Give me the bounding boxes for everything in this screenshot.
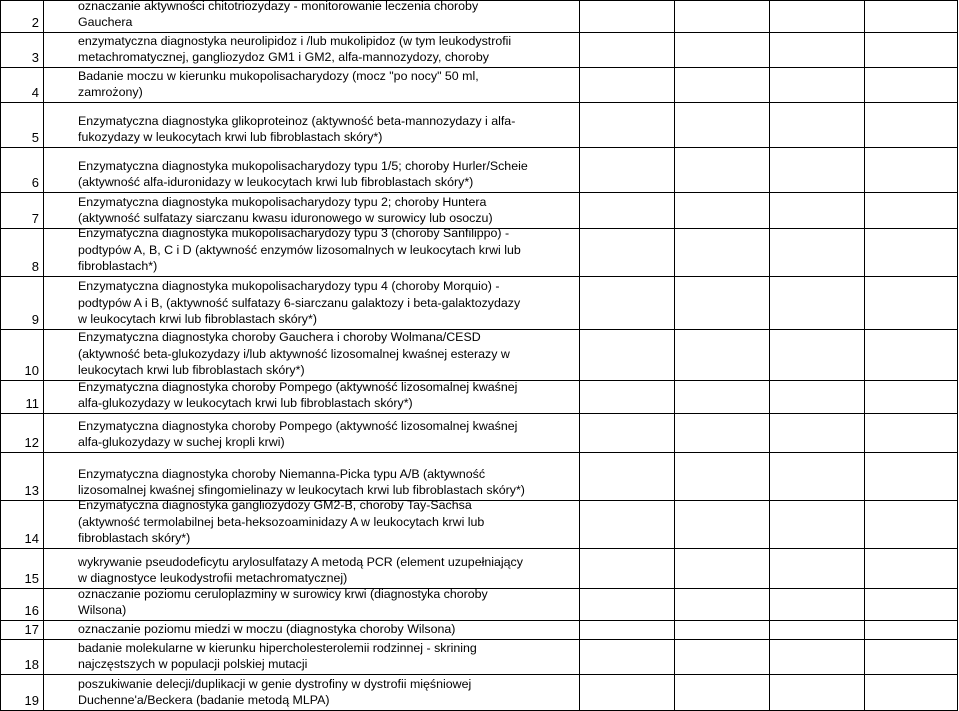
empty-cell — [580, 621, 675, 640]
empty-cell — [770, 414, 865, 453]
empty-cell — [580, 103, 675, 148]
row-number: 5 — [31, 130, 39, 145]
table-row — [0, 103, 959, 148]
table-row — [0, 549, 959, 589]
table-row — [0, 277, 959, 330]
empty-cell — [675, 549, 770, 589]
table-row — [0, 498, 959, 549]
row-number: 16 — [24, 603, 39, 618]
empty-cell — [675, 453, 770, 501]
description-cell — [44, 193, 580, 229]
empty-cell — [865, 277, 958, 330]
empty-cell — [580, 453, 675, 501]
empty-cell — [675, 148, 770, 193]
empty-cell — [770, 277, 865, 330]
row-description: Enzymatyczna diagnostyka choroby Pompego (aktywność lizosomalnej kwaśnej alfa-glukozydazy w leukocytach krwi lub fibroblastach skóry*) — [78, 379, 518, 410]
empty-cell — [770, 103, 865, 148]
empty-cell — [770, 33, 865, 68]
empty-cell — [770, 381, 865, 414]
row-number-cell — [0, 621, 44, 640]
empty-cell — [770, 501, 865, 549]
row-description: Enzymatyczna diagnostyka glikoproteinoz (aktywność beta-mannozydazy i alfa- fukozydazy w leukocytach krwi lub fibroblastach skóry*) — [78, 113, 516, 144]
row-number-cell — [0, 193, 44, 229]
row-number-cell — [0, 640, 44, 675]
row-description: Enzymatyczna diagnostyka choroby Gauchera i choroby Wolmana/CESD (aktywność beta-glukozydazy i/lub aktywność lizosomalnej kwaśnej esterazy w leukocytach krwi lub fibroblastach skóry*) — [78, 330, 510, 377]
table-row — [0, 675, 959, 711]
row-number: 11 — [25, 396, 39, 411]
empty-cell — [865, 640, 958, 675]
row-number-cell — [0, 148, 44, 193]
empty-cell — [580, 414, 675, 453]
empty-cell — [675, 414, 770, 453]
row-description: poszukiwanie delecji/duplikacji w genie dystrofiny w dystrofii mięśniowej Duchenne'a/Beckera (badanie metodą MLPA) — [78, 676, 472, 707]
empty-cell — [865, 589, 958, 621]
empty-cell — [865, 229, 958, 277]
table-row — [0, 414, 959, 453]
empty-cell — [770, 589, 865, 621]
empty-cell — [675, 229, 770, 277]
empty-cell — [865, 381, 958, 414]
empty-cell — [770, 549, 865, 589]
row-number-cell — [0, 277, 44, 330]
row-description: Enzymatyczna diagnostyka choroby Niemanna-Picka typu A/B (aktywność lizosomalnej kwaśnej sfingomielinazy w leukocytach krwi lub fibroblastach skóry*) — [78, 466, 525, 497]
empty-cell — [675, 621, 770, 640]
row-description: oznaczanie aktywności chitotriozydazy - monitorowanie leczenia choroby Gauchera — [78, 0, 479, 29]
empty-cell — [580, 0, 675, 33]
row-number: 15 — [24, 571, 39, 586]
description-cell — [44, 68, 580, 103]
row-number-cell — [0, 414, 44, 453]
empty-cell — [865, 501, 958, 549]
row-number: 8 — [31, 259, 39, 274]
description-cell — [44, 498, 580, 549]
row-number: 10 — [24, 363, 39, 378]
description-cell — [44, 0, 580, 33]
empty-cell — [675, 33, 770, 68]
row-number-cell — [0, 589, 44, 621]
empty-cell — [770, 193, 865, 229]
description-cell — [44, 621, 580, 640]
description-cell — [44, 640, 580, 675]
table-row — [0, 193, 959, 229]
row-number: 14 — [24, 531, 39, 546]
table-row — [0, 621, 959, 640]
row-description: enzymatyczna diagnostyka neurolipidoz i /lub mukolipidoz (w tym leukodystrofii metachromatycznej, gangliozydoz GM1 i GM2, alfa-mannozydozy, choroby — [78, 33, 512, 64]
row-description: Enzymatyczna diagnostyka choroby Pompego (aktywność lizosomalnej kwaśnej alfa-glukozydazy w suchej kropli krwi) — [78, 418, 518, 449]
table-row — [0, 640, 959, 675]
empty-cell — [865, 453, 958, 501]
description-cell — [44, 453, 580, 501]
empty-cell — [865, 621, 958, 640]
row-description: wykrywanie pseudodeficytu arylosulfatazy A metodą PCR (element uzupełniający w diagnostyce leukodystrofii metachromatycznej) — [78, 554, 523, 585]
description-cell — [44, 381, 580, 414]
description-cell — [44, 330, 580, 381]
empty-cell — [580, 33, 675, 68]
empty-cell — [580, 549, 675, 589]
description-cell — [44, 675, 580, 711]
empty-cell — [675, 68, 770, 103]
row-number: 19 — [24, 693, 39, 708]
row-number-cell — [0, 330, 44, 381]
row-number-cell — [0, 103, 44, 148]
empty-cell — [770, 453, 865, 501]
description-cell — [44, 103, 580, 148]
row-number: 2 — [31, 15, 39, 30]
row-number: 6 — [31, 175, 39, 190]
row-description: Enzymatyczna diagnostyka mukopolisacharydozy typu 4 (choroby Morquio) - podtypów A i B, (aktywność sulfatazy 6-siarczanu galaktozy i beta-galaktozydazy w leukocytach krwi lub fibroblastach skóry*) — [78, 279, 521, 326]
description-cell — [44, 226, 580, 277]
row-number-cell — [0, 33, 44, 68]
empty-cell — [675, 501, 770, 549]
row-number-cell — [0, 453, 44, 501]
row-number: 17 — [24, 622, 39, 637]
table-row — [0, 226, 959, 277]
description-cell — [44, 277, 580, 330]
empty-cell — [580, 640, 675, 675]
row-number: 3 — [31, 50, 39, 65]
empty-cell — [865, 414, 958, 453]
empty-cell — [865, 68, 958, 103]
row-description: Enzymatyczna diagnostyka gangliozydozy GM2-B, choroby Tay-Sachsa (aktywność termolabilnej beta-heksozoaminidazy A w leukocytach krwi lub fibroblastach skóry*) — [78, 498, 485, 545]
row-number-cell — [0, 501, 44, 549]
empty-cell — [580, 193, 675, 229]
empty-cell — [580, 381, 675, 414]
empty-cell — [580, 330, 675, 381]
row-number: 9 — [31, 312, 39, 327]
empty-cell — [770, 621, 865, 640]
empty-cell — [580, 229, 675, 277]
table-row — [0, 0, 959, 33]
table-row — [0, 148, 959, 193]
empty-cell — [675, 640, 770, 675]
empty-cell — [675, 330, 770, 381]
empty-cell — [580, 148, 675, 193]
empty-cell — [675, 0, 770, 33]
empty-cell — [865, 193, 958, 229]
empty-cell — [770, 0, 865, 33]
row-description: oznaczanie poziomu miedzi w moczu (diagnostyka choroby Wilsona) — [78, 621, 456, 636]
empty-cell — [675, 675, 770, 711]
row-number-cell — [0, 0, 44, 33]
empty-cell — [770, 148, 865, 193]
row-number: 13 — [24, 483, 39, 498]
empty-cell — [770, 68, 865, 103]
empty-cell — [865, 330, 958, 381]
table-row — [0, 453, 959, 501]
empty-cell — [865, 103, 958, 148]
empty-cell — [675, 103, 770, 148]
row-description: badanie molekularne w kierunku hipercholesterolemii rodzinnej - skrining najczęstszych w populacji polskiej mutacji — [78, 640, 477, 671]
row-number-cell — [0, 381, 44, 414]
empty-cell — [865, 148, 958, 193]
row-number-cell — [0, 675, 44, 711]
row-description: Enzymatyczna diagnostyka mukopolisacharydozy typu 2; choroby Huntera (aktywność sulfatazy siarczanu kwasu iduronowego w surowicy lub osoczu) — [78, 194, 493, 225]
description-cell — [44, 414, 580, 453]
empty-cell — [580, 675, 675, 711]
empty-cell — [675, 381, 770, 414]
table-row — [0, 68, 959, 103]
empty-cell — [865, 0, 958, 33]
empty-cell — [770, 229, 865, 277]
description-cell — [44, 33, 580, 68]
table-row — [0, 33, 959, 68]
row-number: 4 — [31, 85, 39, 100]
description-cell — [44, 549, 580, 589]
empty-cell — [675, 277, 770, 330]
empty-cell — [770, 330, 865, 381]
empty-cell — [770, 640, 865, 675]
table-row — [0, 381, 959, 414]
empty-cell — [865, 675, 958, 711]
empty-cell — [580, 277, 675, 330]
empty-cell — [675, 589, 770, 621]
empty-cell — [580, 68, 675, 103]
row-description: Enzymatyczna diagnostyka mukopolisacharydozy typu 3 (choroby Sanfilippo) - podtypów A, B, C i D (aktywność enzymów lizosomalnych w leukocytach krwi lub fibroblastach*) — [78, 226, 521, 273]
empty-cell — [580, 501, 675, 549]
empty-cell — [865, 33, 958, 68]
row-description: Badanie moczu w kierunku mukopolisacharydozy (mocz "po nocy" 50 ml, zamrożony) — [78, 68, 479, 99]
row-number: 12 — [24, 435, 39, 450]
table-row — [0, 586, 959, 621]
row-number-cell — [0, 549, 44, 589]
row-number: 18 — [24, 657, 39, 672]
empty-cell — [770, 675, 865, 711]
empty-cell — [675, 193, 770, 229]
row-number-cell — [0, 229, 44, 277]
table-row — [0, 330, 959, 381]
row-number: 7 — [31, 211, 39, 226]
row-number-cell — [0, 68, 44, 103]
row-description: oznaczanie poziomu ceruloplazminy w surowicy krwi (diagnostyka choroby Wilsona) — [78, 586, 488, 617]
description-cell — [44, 148, 580, 193]
empty-cell — [865, 549, 958, 589]
description-cell — [44, 586, 580, 621]
row-description: Enzymatyczna diagnostyka mukopolisacharydozy typu 1/5; choroby Hurler/Scheie (aktywność alfa-iduronidazy w leukocytach krwi lub fibroblastach skóry*) — [78, 158, 528, 189]
empty-cell — [580, 589, 675, 621]
